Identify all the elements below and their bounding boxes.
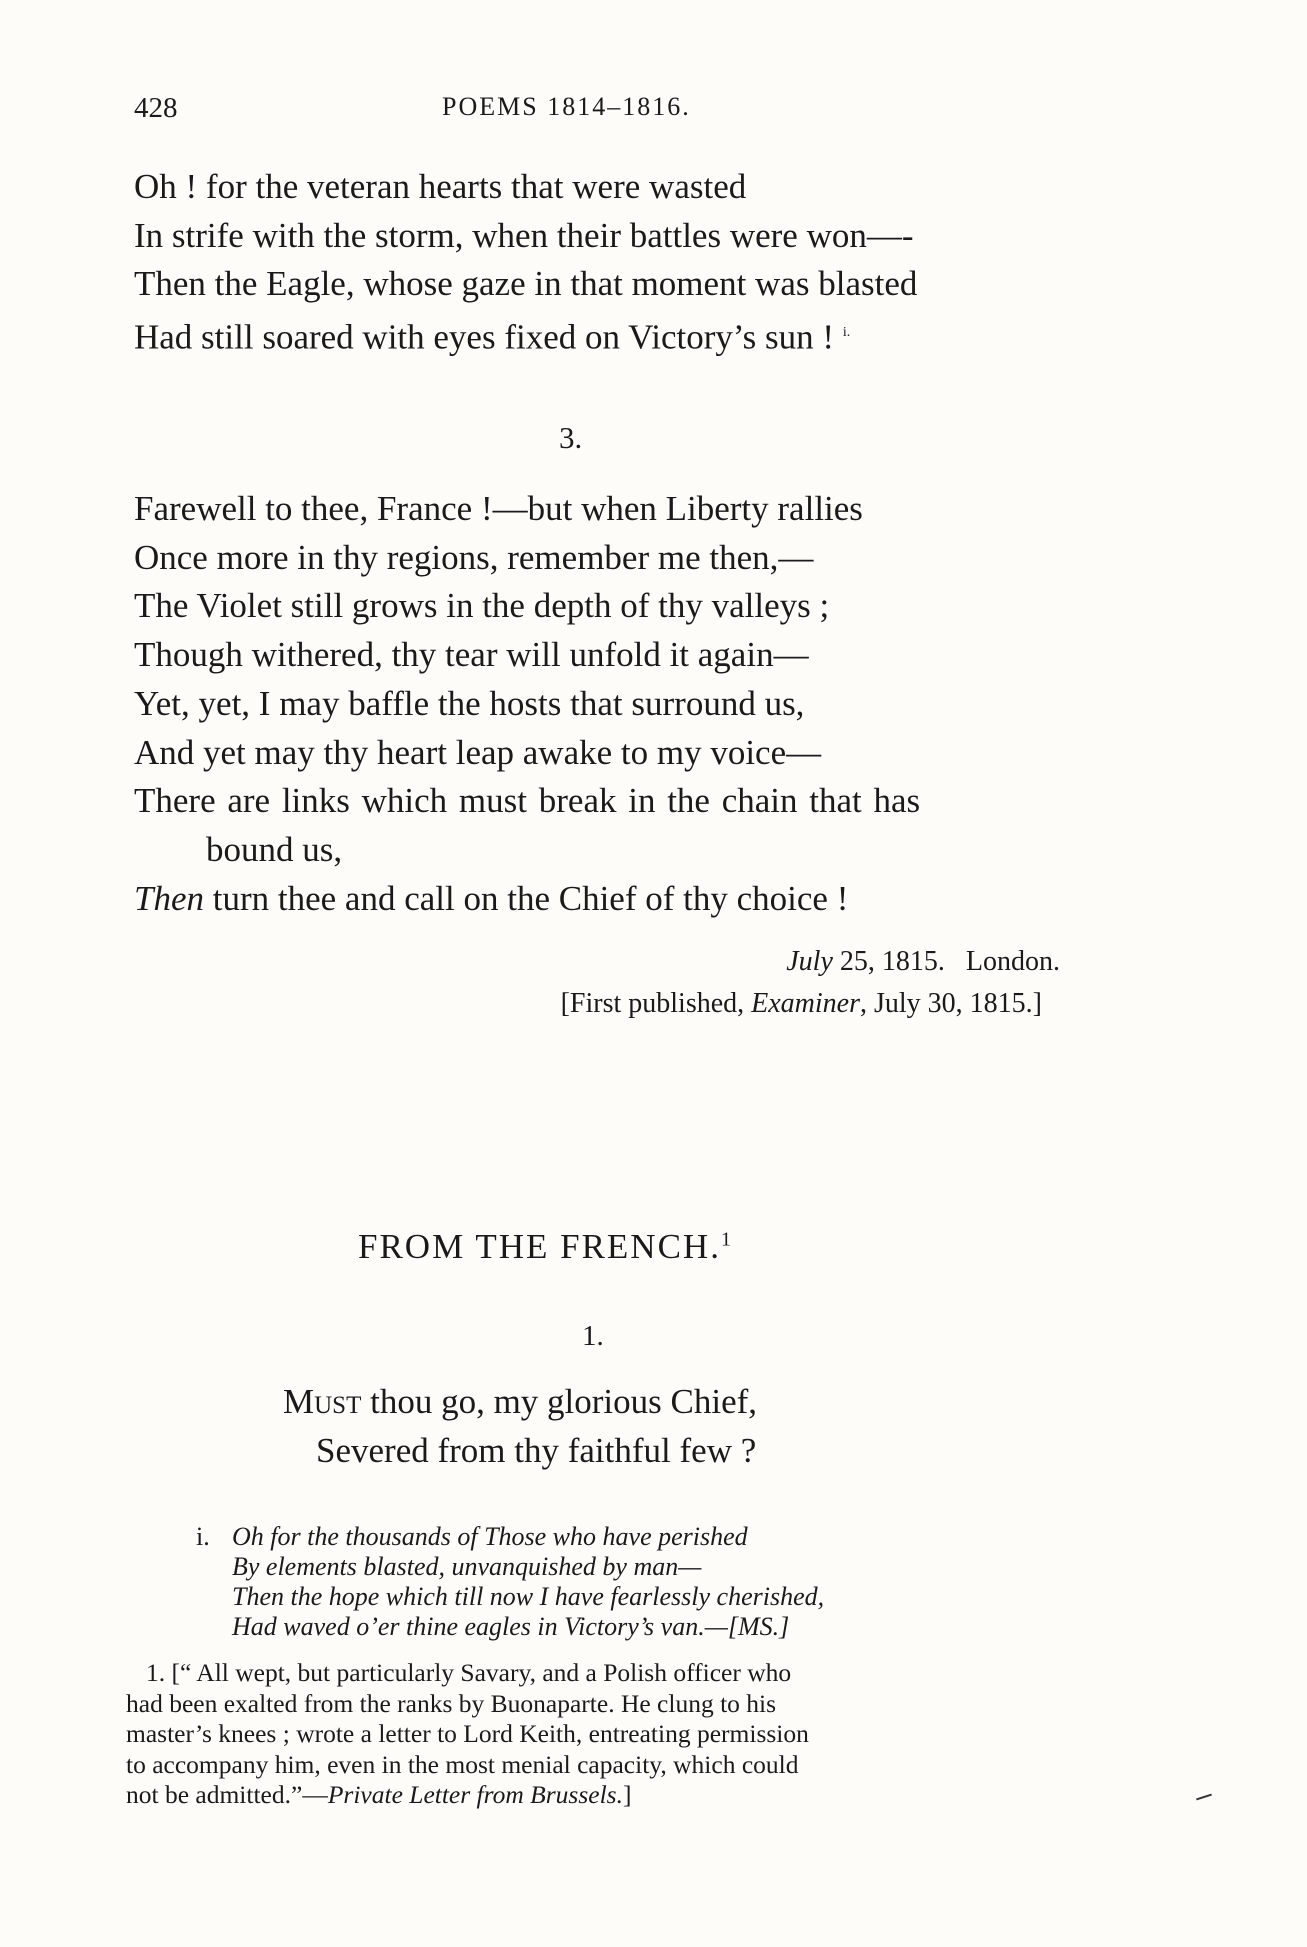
verse-line: Then turn thee and call on the Chief of thy choice ! <box>134 878 849 918</box>
poem-title: FROM THE FRENCH.$^1$ <box>358 1227 733 1266</box>
verse-line: And yet may thy heart leap awake to my voice— <box>134 732 822 772</box>
poem-opening <box>283 1378 757 1475</box>
publication-note: [First published, Examiner, July 30, 1815.] <box>560 988 1042 1019</box>
verse-line: Then the Eagle, whose gaze in that moment was blasted <box>134 264 918 304</box>
stanza-number: 3. <box>559 420 583 455</box>
stanza-3 <box>134 485 920 923</box>
verse-line: Once more in thy regions, remember me then,— <box>134 537 814 577</box>
variant-reference: i. <box>842 325 851 341</box>
verse-line: Severed from thy faithful few ? <box>316 1430 757 1470</box>
stray-pen-mark <box>1196 1794 1212 1801</box>
verse-line: The Violet still grows in the depth of thy valleys ; <box>134 586 830 626</box>
verse-line: There are links which must break in the chain that has <box>134 781 921 821</box>
running-title: POEMS 1814–1816. <box>442 92 691 121</box>
variant-reading-note: i. Oh for the thousands of Those who have perished By elements blasted, unvanquished by man— Then the hope which till now I have fearlessly cherished, Had waved o’er thine eagles in Victory’s van.—[MS.] <box>196 1522 825 1641</box>
verse-line-continuation: bound us, <box>206 829 343 869</box>
verse-line: Though withered, thy tear will unfold it again— <box>134 635 809 675</box>
variant-marker: i. <box>196 1522 210 1551</box>
page-number: 428 <box>134 92 178 124</box>
part-number: 1. <box>582 1320 604 1352</box>
verse-line: In strife with the storm, when their battles were won—- <box>134 215 914 255</box>
verse-line: Oh ! for the veteran hearts that were wasted <box>134 167 747 206</box>
footnote-reference: 1 <box>720 1228 733 1251</box>
verse-line: Must thou go, my glorious Chief, <box>283 1382 758 1421</box>
stanza-1-ending <box>134 163 917 362</box>
verse-line: Farewell to thee, France !—but when Liberty rallies <box>134 489 863 528</box>
dateline: July 25, 1815. London. <box>786 946 1060 977</box>
footnote: 1. [“ All wept, but particularly Savary, and a Polish officer who had been exalted from the ranks by Buonaparte. He clung to his master’s knees ; wrote a letter to Lord Keith, entreating permission to accompany him, even in the most menial capacity, which could not be admitted.”—Private Letter from Brussels.] <box>126 1658 809 1809</box>
verse-line: Yet, yet, I may baffle the hosts that surround us, <box>134 683 805 723</box>
verse-line: Had still soared with eyes fixed on Victory’s sun ! $^{i.}$ <box>134 317 851 357</box>
